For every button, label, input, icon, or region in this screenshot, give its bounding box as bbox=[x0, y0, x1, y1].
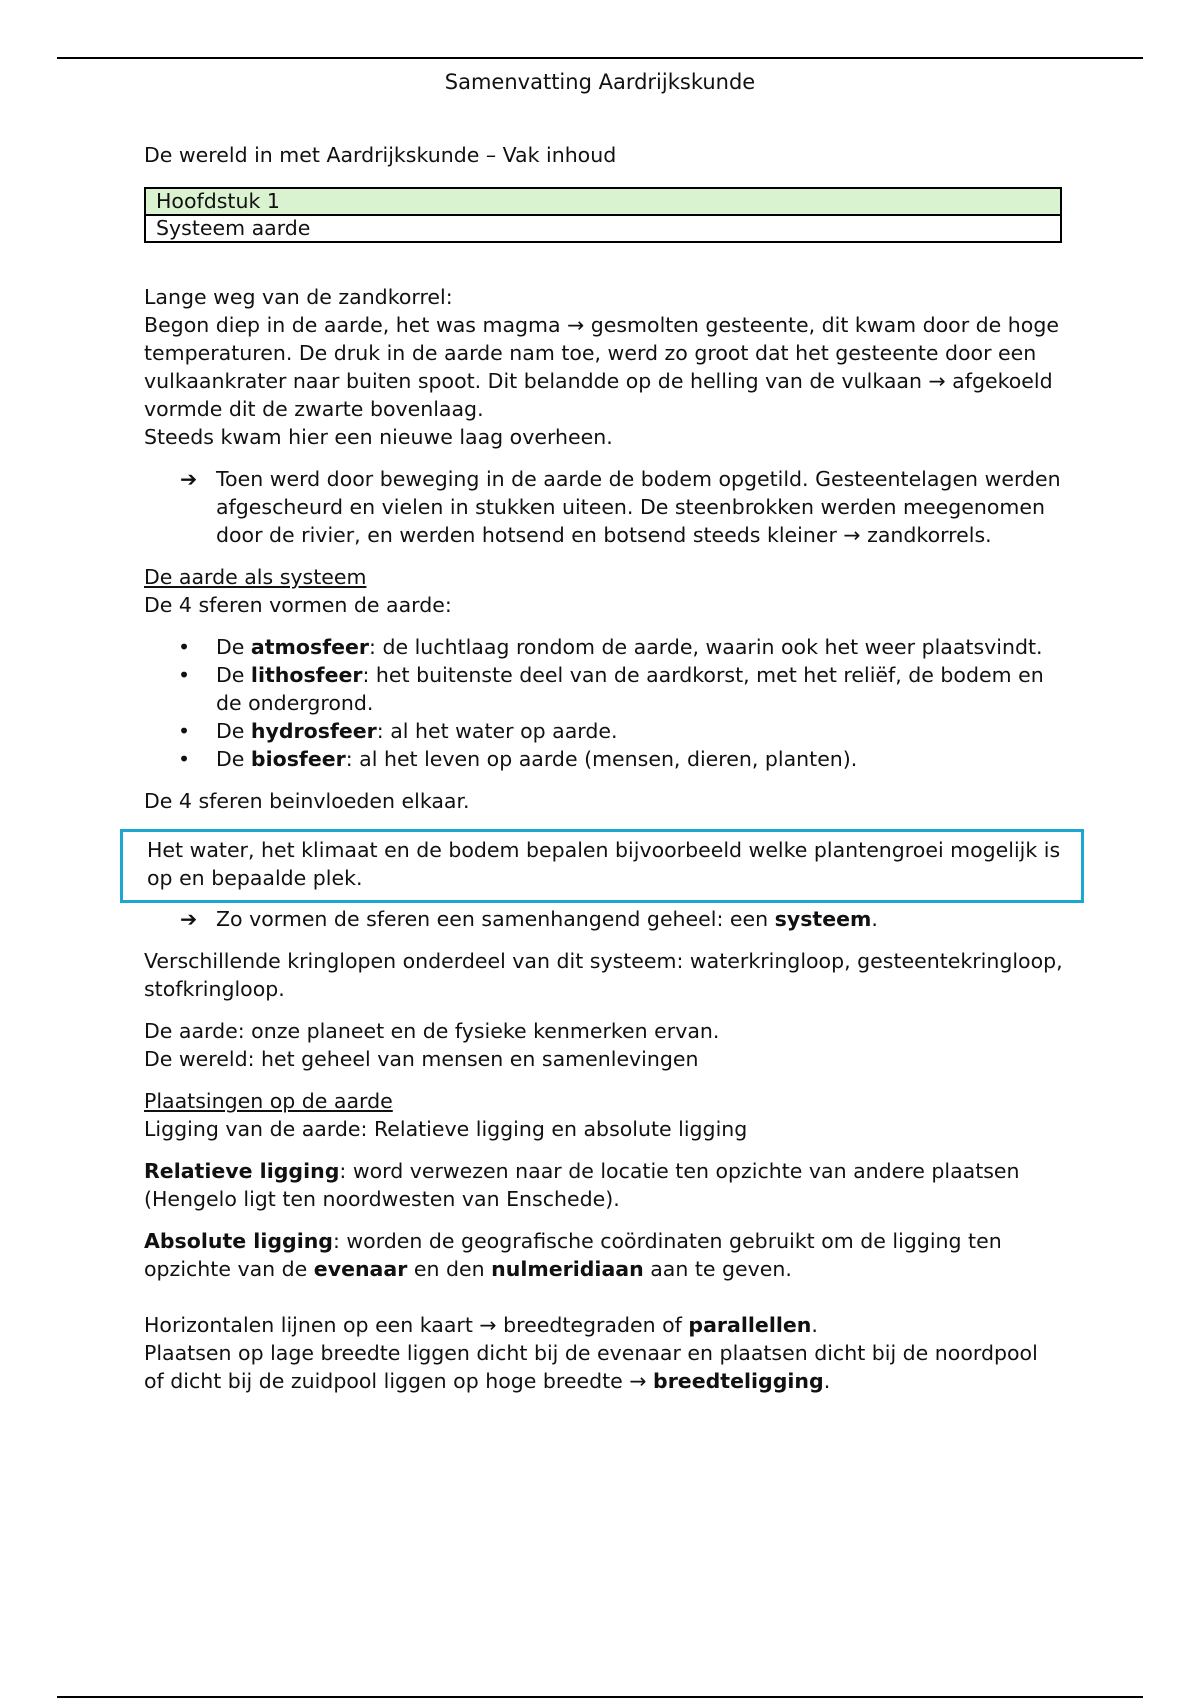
sphere-prefix: De bbox=[216, 719, 251, 743]
sphere-term: biosfeer bbox=[250, 747, 346, 771]
conclusion-end: . bbox=[871, 907, 878, 931]
sphere-prefix: De bbox=[216, 747, 251, 771]
header-rule bbox=[57, 57, 1143, 59]
absolute-ligging-term: Absolute ligging bbox=[144, 1229, 333, 1253]
breedteligging-term: breedteligging bbox=[653, 1369, 824, 1393]
evenaar-term: evenaar bbox=[313, 1257, 408, 1281]
absolute-ligging-text-c: aan te geven. bbox=[643, 1257, 792, 1281]
horizontal-lines-text: Horizontalen lijnen op een kaart → breedtegraden of bbox=[144, 1313, 689, 1337]
bullet-icon: • bbox=[178, 663, 191, 687]
relatieve-ligging-term: Relatieve ligging bbox=[144, 1159, 340, 1183]
chapter-number: Hoofdstuk 1 bbox=[146, 189, 1060, 216]
sphere-prefix: De bbox=[216, 635, 251, 659]
bullet-icon: • bbox=[178, 635, 191, 659]
list-item bbox=[144, 717, 1064, 745]
bullet-icon: • bbox=[178, 747, 191, 771]
chapter-name: Systeem aarde bbox=[156, 216, 311, 240]
sphere-desc: : al het water op aarde. bbox=[376, 719, 618, 743]
example-box-text: Het water, het klimaat en de bodem bepalen bijvoorbeeld welke plantengroei mogelijk is op en bepaalde plek. bbox=[147, 838, 1061, 890]
spheres-list bbox=[144, 633, 1064, 773]
sphere-desc: : al het leven op aarde (mensen, dieren, planten). bbox=[345, 747, 858, 771]
list-item bbox=[144, 661, 1064, 717]
relatieve-ligging-text: : word verwezen naar de locatie ten opzichte van andere plaatsen (Hengelo ligt ten noordwesten van Enschede). bbox=[144, 1159, 1020, 1211]
definition-wereld: De wereld: het geheel van mensen en samenlevingen bbox=[144, 1047, 699, 1071]
arrow-icon: ➔ bbox=[180, 907, 198, 931]
breedte-text: Plaatsen op lage breedte liggen dicht bij de evenaar en plaatsen dicht bij de noordpool of dicht bij de zuidpool liggen op hoge breedte → bbox=[144, 1341, 1038, 1393]
cycles-paragraph: Verschillende kringlopen onderdeel van dit systeem: waterkringloop, gesteentekringloop, stofkringloop. bbox=[144, 949, 1063, 1001]
course-title: De wereld in met Aardrijkskunde – Vak inhoud bbox=[144, 143, 617, 167]
breedte-end: . bbox=[823, 1369, 831, 1393]
conclusion-text: Zo vormen de sferen een samenhangend geheel: een bbox=[216, 907, 775, 931]
parallellen-term: parallellen bbox=[688, 1313, 812, 1337]
document-body bbox=[144, 141, 1064, 1395]
sphere-desc: : het buitenste deel van de aardkorst, met het reliëf, de bodem en de ondergrond. bbox=[216, 663, 1044, 715]
sphere-term: lithosfeer bbox=[250, 663, 363, 687]
systeem-heading: De aarde als systeem bbox=[144, 565, 367, 589]
plaatsingen-heading: Plaatsingen op de aarde bbox=[144, 1089, 393, 1113]
sphere-desc: : de luchtlaag rondom de aarde, waarin ook het weer plaatsvindt. bbox=[369, 635, 1043, 659]
footer-rule bbox=[57, 1696, 1143, 1698]
zandkorrel-paragraph-b: Steeds kwam hier een nieuwe laag overheen. bbox=[144, 425, 613, 449]
relatieve-ligging-paragraph bbox=[144, 1157, 1064, 1213]
page-header-title: Samenvatting Aardrijkskunde bbox=[444, 70, 756, 94]
definition-aarde: De aarde: onze planeet en de fysieke kenmerken ervan. bbox=[144, 1019, 720, 1043]
chapter-table bbox=[144, 187, 1062, 243]
horizontal-lines-paragraph bbox=[144, 1311, 1064, 1339]
systeem-intro: De 4 sferen vormen de aarde: bbox=[144, 593, 452, 617]
conclusion-term: systeem bbox=[774, 907, 872, 931]
conclusion-arrow-item bbox=[144, 905, 1064, 933]
absolute-ligging-text-a: : worden de geografische coördinaten gebruikt om de ligging ten opzichte van de bbox=[144, 1229, 1002, 1281]
breedte-paragraph bbox=[144, 1339, 1064, 1395]
absolute-ligging-text-b: en den bbox=[407, 1257, 492, 1281]
arrow-icon: ➔ bbox=[180, 467, 198, 491]
spheres-influence: De 4 sferen beinvloeden elkaar. bbox=[144, 789, 470, 813]
sphere-prefix: De bbox=[216, 663, 251, 687]
horizontal-lines-end: . bbox=[811, 1313, 818, 1337]
zandkorrel-arrow-text: Toen werd door beweging in de aarde de bodem opgetild. Gesteentelagen werden afgescheurd en vielen in stukken uiteen. De steenbrokken werden meegenomen door de rivier, en werden hotsend en botsend steeds kleiner → zandkorrels. bbox=[216, 467, 1061, 547]
example-box bbox=[120, 829, 1084, 903]
zandkorrel-paragraph-a: Begon diep in de aarde, het was magma → gesmolten gesteente, dit kwam door de hoge temperaturen. De druk in de aarde nam toe, werd zo groot dat het gesteente door een vulkaankrater naar buiten spoot. Dit belandde op de helling van de vulkaan → afgekoeld vormde dit de zwarte bovenlaag. bbox=[144, 313, 1059, 421]
zandkorrel-heading: Lange weg van de zandkorrel: bbox=[144, 285, 453, 309]
zandkorrel-arrow-item bbox=[144, 465, 1064, 549]
list-item bbox=[144, 745, 1064, 773]
nulmeridiaan-term: nulmeridiaan bbox=[491, 1257, 644, 1281]
sphere-term: hydrosfeer bbox=[250, 719, 377, 743]
sphere-term: atmosfeer bbox=[250, 635, 370, 659]
list-item bbox=[144, 633, 1064, 661]
plaatsingen-intro: Ligging van de aarde: Relatieve ligging en absolute ligging bbox=[144, 1117, 748, 1141]
bullet-icon: • bbox=[178, 719, 191, 743]
absolute-ligging-paragraph bbox=[144, 1227, 1064, 1283]
